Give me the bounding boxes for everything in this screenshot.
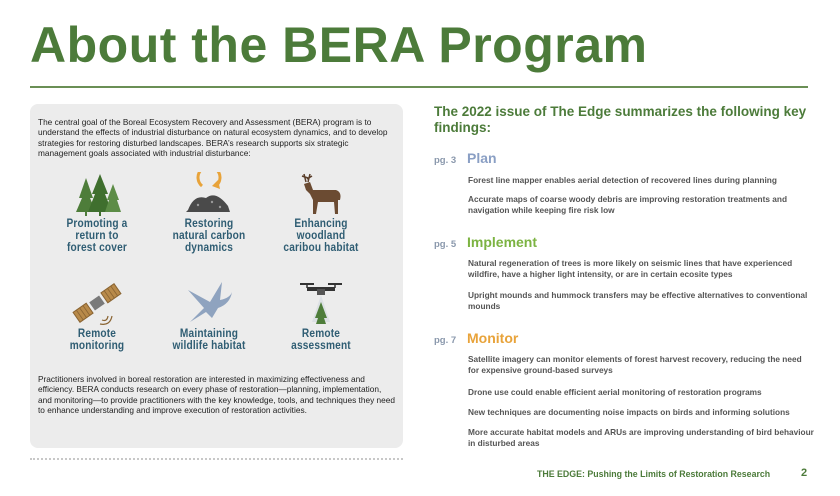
goal-carbon-dynamics [154, 172, 264, 254]
section-plan [434, 150, 497, 166]
page-number: 2 [801, 467, 808, 479]
goal-label-line: Maintaining [179, 328, 239, 340]
title-divider [30, 86, 808, 88]
section-implement [434, 234, 537, 250]
finding-item: Natural regeneration of trees is more likely on seismic lines that have experienced wildfire, have a higher light intensity, or are in certain ecosite types [468, 258, 793, 279]
caribou-icon [294, 172, 348, 218]
page-title: About the BERA Program [30, 17, 648, 73]
carbon-cycle-icon [182, 172, 236, 218]
finding-item: Accurate maps of coarse woody debris are improving restoration treatments and navigation while keeping fire risk low [468, 194, 788, 215]
goal-label-line: monitoring [69, 340, 125, 352]
program-overview-panel [30, 104, 403, 448]
bird-icon [182, 278, 236, 328]
section-title: Implement [467, 234, 538, 250]
outro-paragraph: Practitioners involved in boreal restoration are interested in maximizing effectiveness and efficiency. BERA conducts research on every phase of restoration—planning, implementation, and monitoring—to provide practitioners with the key knowledge, tools, and techniques they need to enhance understanding and improve execution of restoration activities. [38, 374, 395, 416]
finding-item: More accurate habitat models and ARUs are improving understanding of bird behaviour in disturbed areas [468, 427, 814, 448]
section-monitor [434, 330, 518, 346]
section-title: Plan [467, 150, 497, 166]
goal-wildlife-habitat [154, 278, 264, 352]
goal-label-line: natural carbon [172, 230, 246, 242]
goal-label-line: caribou habitat [283, 242, 359, 254]
goal-caribou-habitat [266, 172, 376, 254]
goal-forest-cover [42, 172, 152, 254]
goal-label-line: woodland [296, 230, 346, 242]
finding-item: New techniques are documenting noise impacts on birds and informing solutions [468, 407, 790, 417]
dotted-divider [30, 458, 403, 460]
goal-label-line: dynamics [184, 242, 234, 254]
findings-heading: The 2022 issue of The Edge summarizes the following key findings: [434, 104, 807, 135]
conifer-trees-icon [72, 172, 122, 218]
goal-label-line: Remote [77, 328, 117, 340]
page-reference: pg. 5 [434, 239, 457, 250]
finding-item: Forest line mapper enables aerial detection of recovered lines during planning [468, 175, 777, 185]
goal-label-line: forest cover [66, 242, 128, 254]
goal-label-line: Restoring [184, 218, 234, 230]
goal-remote-monitoring [42, 278, 152, 352]
section-title: Monitor [467, 330, 519, 346]
goal-label-line: Promoting a [66, 218, 128, 230]
goal-label-line: Remote [301, 328, 341, 340]
page-reference: pg. 7 [434, 335, 457, 346]
footer-publication-title: THE EDGE: Pushing the Limits of Restoration Research [537, 469, 771, 479]
satellite-icon [70, 278, 124, 328]
goal-label-line: return to [75, 230, 119, 242]
finding-item: Upright mounds and hummock transfers may be effective alternatives to conventional mounds [468, 290, 808, 311]
goal-label-line: Enhancing [294, 218, 348, 230]
page-reference: pg. 3 [434, 155, 457, 166]
goal-label-line: assessment [291, 340, 351, 352]
intro-paragraph: The central goal of the Boreal Ecosystem Recovery and Assessment (BERA) program is to understand the effects of industrial disturbance on natural ecosystem dynamics, and to develop strategies for restoring disturbed landscapes. BERA’s research supports six strategic management goals associated with industrial disturbance: [38, 117, 388, 159]
goal-remote-assessment [266, 278, 376, 352]
goal-label-line: wildlife habitat [172, 340, 246, 352]
finding-item: Satellite imagery can monitor elements of forest harvest recovery, reducing the need for expensive ground-based surveys [468, 354, 802, 375]
finding-item: Drone use could enable efficient aerial monitoring of restoration programs [468, 387, 762, 397]
drone-icon [294, 278, 348, 328]
